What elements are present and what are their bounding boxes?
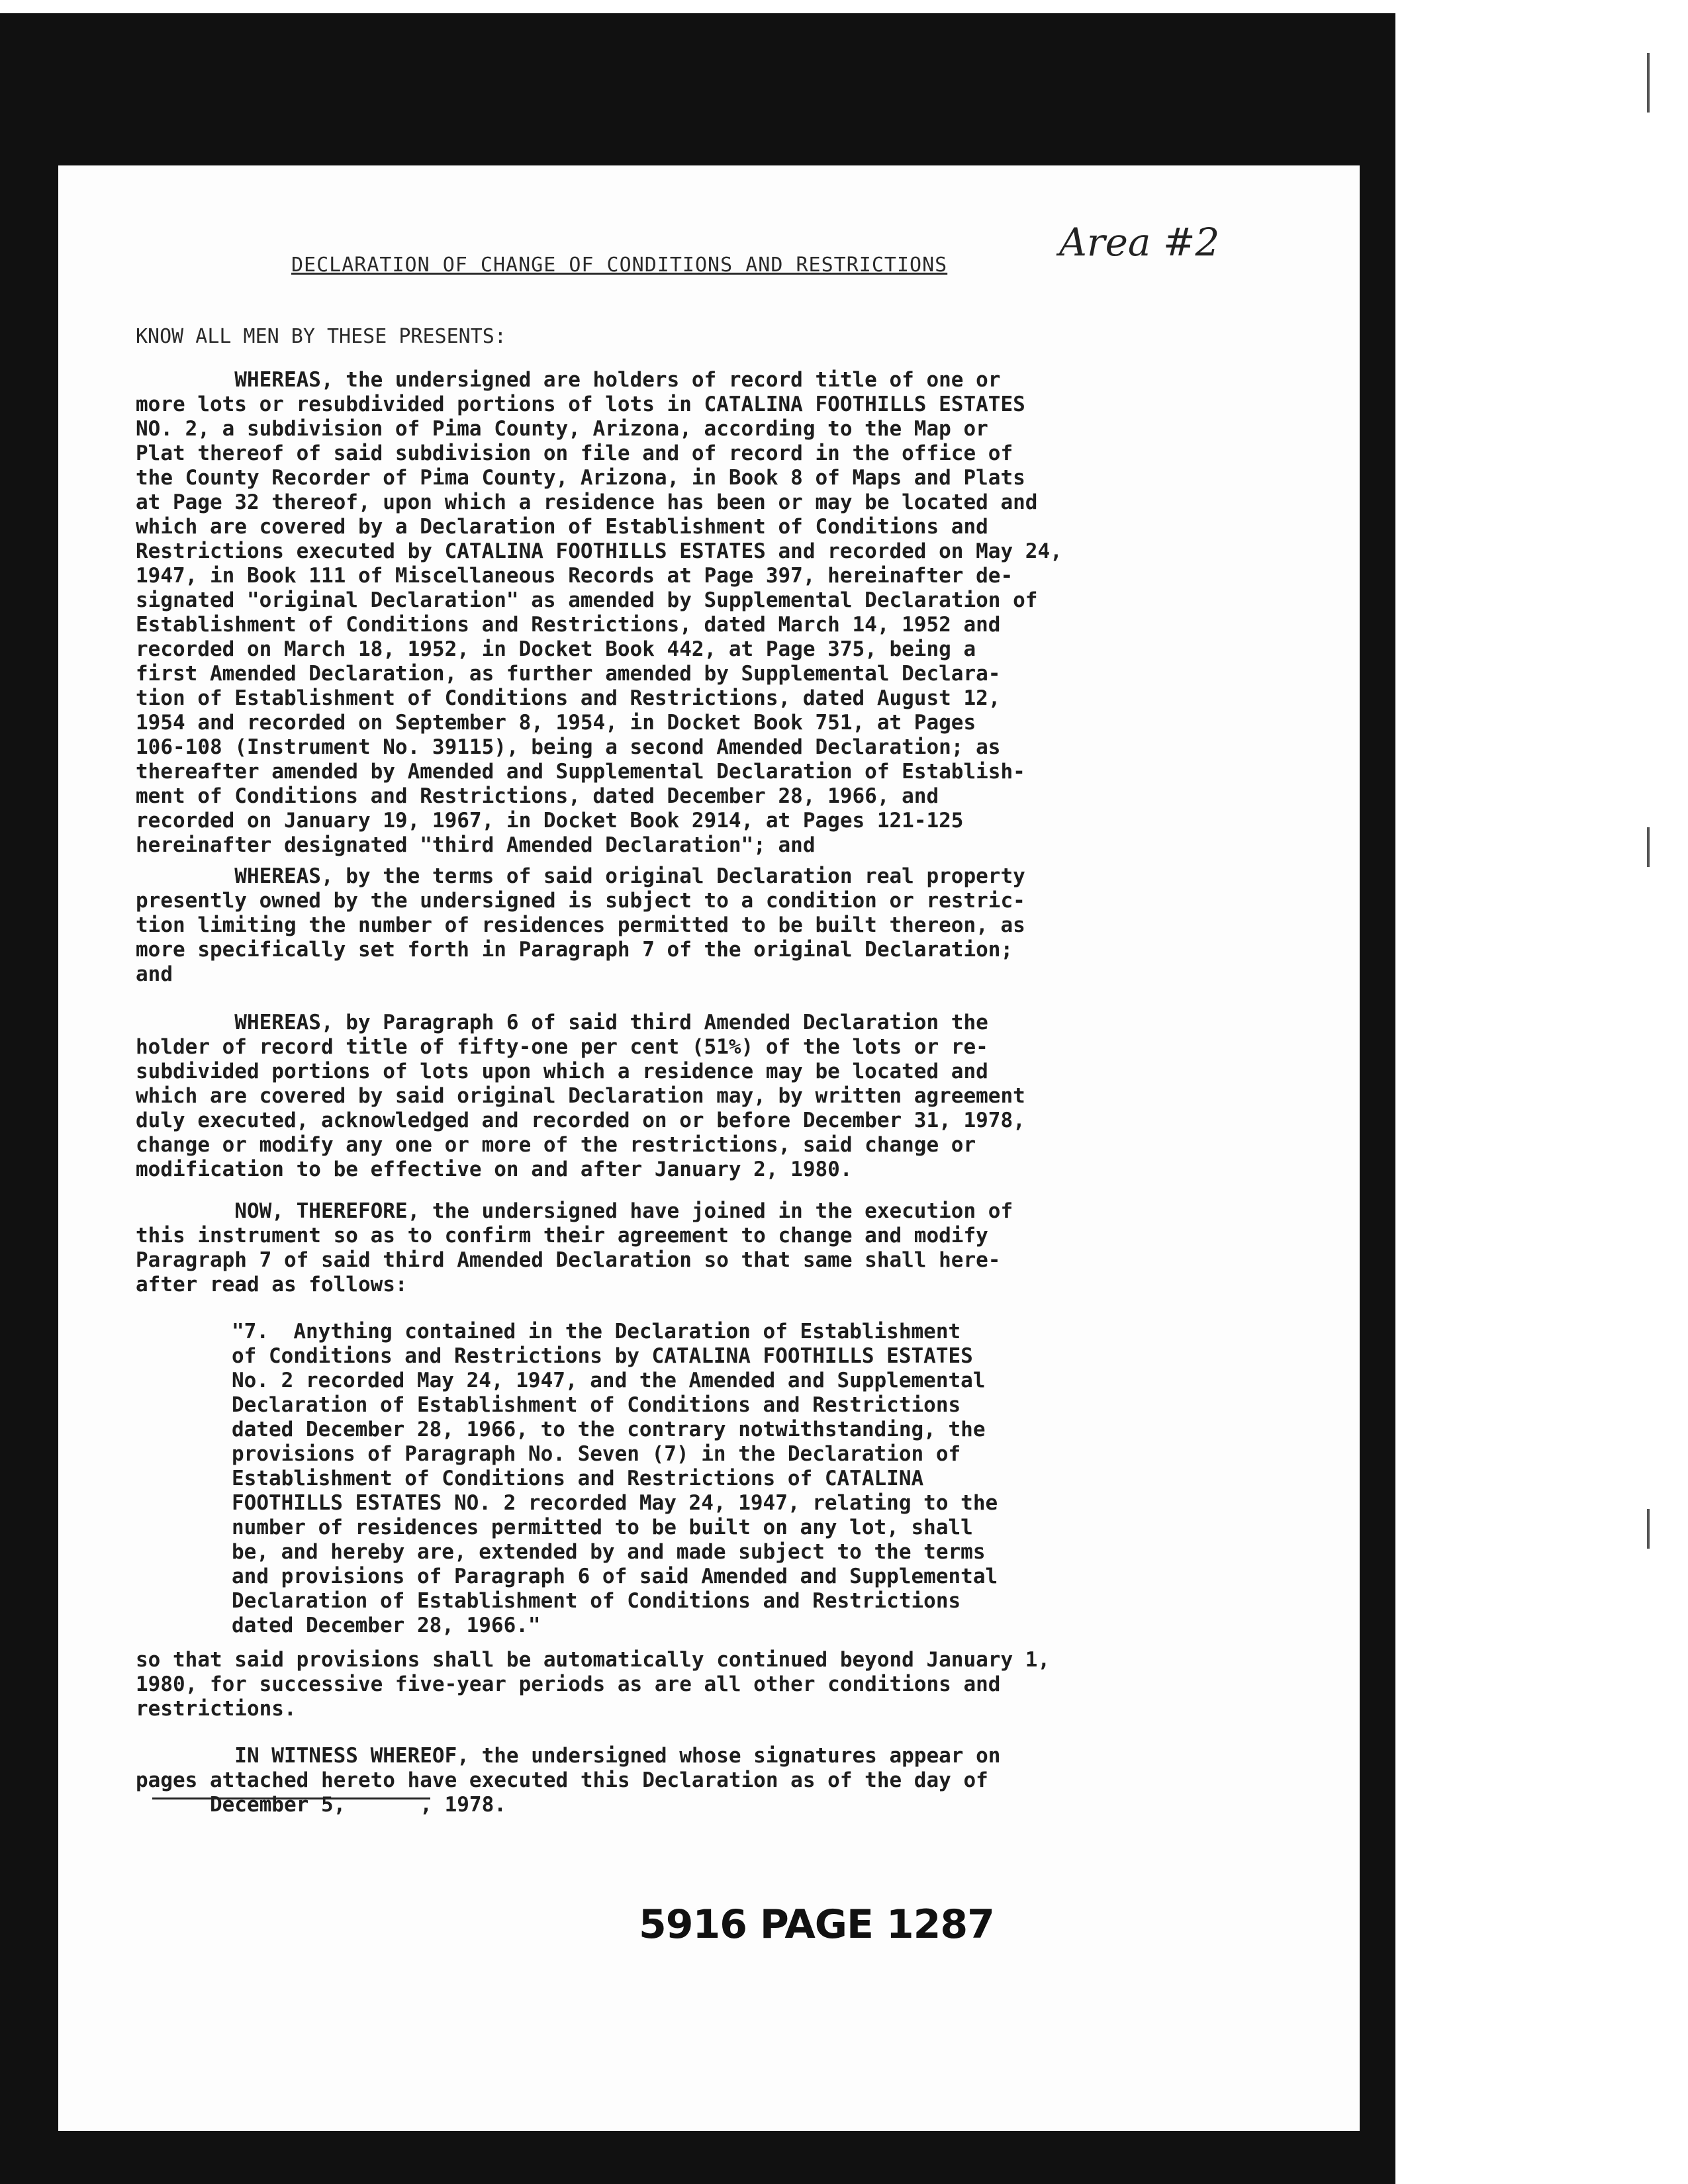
handwritten-area-note: Area #2 — [1059, 220, 1220, 265]
book-page-stamp: 5916 PAGE 1287 — [639, 1901, 994, 1948]
whereas-paragraph-1: WHEREAS, the undersigned are holders of record title of one or more lots or resubdivided portions of lots in CATALINA FOOTHILLS ESTATES NO. 2, a subdivision of Pima County, Arizona, according to the Map or Plat thereof of said subdivision on file and of record in the office of the County Recorder of Pima County, Arizona, in Book 8 of Maps and Plats at Page 32 thereof, upon which a residence has been or may be located and which are covered by a Declaration of Establishment of Conditions and Restrictions executed by CATALINA FOOTHILLS ESTATES and recorded on May 24, 1947, in Book 111 of Miscellaneous Records at Page 397, hereinafter de- signated "original Declaration" as amended by Supplemental Declaration of Establishment of Conditions and Restrictions, dated March 14, 1952 and recorded on March 18, 1952, in Docket Book 442, at Page 375, being a first Amended Declaration, as further amended by Supplemental Declara- tion of Establishment of Conditions and Restrictions, dated August 12, 1954 and recorded on September 8, 1954, in Docket Book 751, at Pages 106-108 (Instrument No. 39115), being a second Amended Declaration; as thereafter amended by Amended and Supplemental Declaration of Establish- ment of Conditions and Restrictions, dated December 28, 1966, and recorded on January 19, 1967, in Docket Book 2914, at Pages 121-125 hereinafter designated "third Amended Declaration"; and — [136, 368, 1062, 857]
so-that-paragraph: so that said provisions shall be automatically continued beyond January 1, 1980, for successive five-year periods as are all other conditions and restrictions. — [136, 1648, 1051, 1721]
date-underline — [152, 1782, 430, 1799]
whereas-paragraph-2: WHEREAS, by the terms of said original Declaration real property presently owned by the undersigned is subject to a condition or restric- tion limiting the number of residences permitted to be built thereon, as more specifically set forth in Paragraph 7 of the original Declaration; and — [136, 864, 1025, 986]
quoted-paragraph-7: "7. Anything contained in the Declaration of Establishment of Conditions and Restrictions by CATALINA FOOTHILLS ESTATES No. 2 recorded May 24, 1947, and the Amended and Supplemental Declaration of Establishment of Conditions and Restrictions dated December 28, 1966, to the contrary notwithstanding, the provisions of Paragraph No. Seven (7) in the Declaration of Establishment of Conditions and Restrictions of CATALINA FOOTHILLS ESTATES NO. 2 recorded May 24, 1947, relating to the number of residences permitted to be built on any lot, shall be, and hereby are, extended by and made subject to the terms and provisions of Paragraph 6 of said Amended and Supplemental Declaration of Establishment of Conditions and Restrictions dated December 28, 1966." — [232, 1320, 998, 1637]
whereas-paragraph-3: WHEREAS, by Paragraph 6 of said third Amended Declaration the holder of record title of fifty-one per cent (51%) of the lots or re- subdivided portions of lots upon which a residence may be located and which are covered by said original Declaration may, by written agreement duly executed, acknowledged and recorded on or before December 31, 1978, change or modify any one or more of the restrictions, said change or modification to be effective on and after January 2, 1980. — [136, 1011, 1025, 1181]
in-witness-paragraph: IN WITNESS WHEREOF, the undersigned whose signatures appear on pages attached hereto have executed this Declaration as of the day of December 5, , 1978. — [136, 1744, 1001, 1817]
now-therefore-paragraph: NOW, THEREFORE, the undersigned have joined in the execution of this instrument so as to confirm their agreement to change and modify Paragraph 7 of said third Amended Declaration so that same shall here- after read as follows: — [136, 1199, 1013, 1297]
salutation: KNOW ALL MEN BY THESE PRESENTS: — [136, 325, 506, 348]
document-title: DECLARATION OF CHANGE OF CONDITIONS AND RESTRICTIONS — [291, 253, 948, 277]
